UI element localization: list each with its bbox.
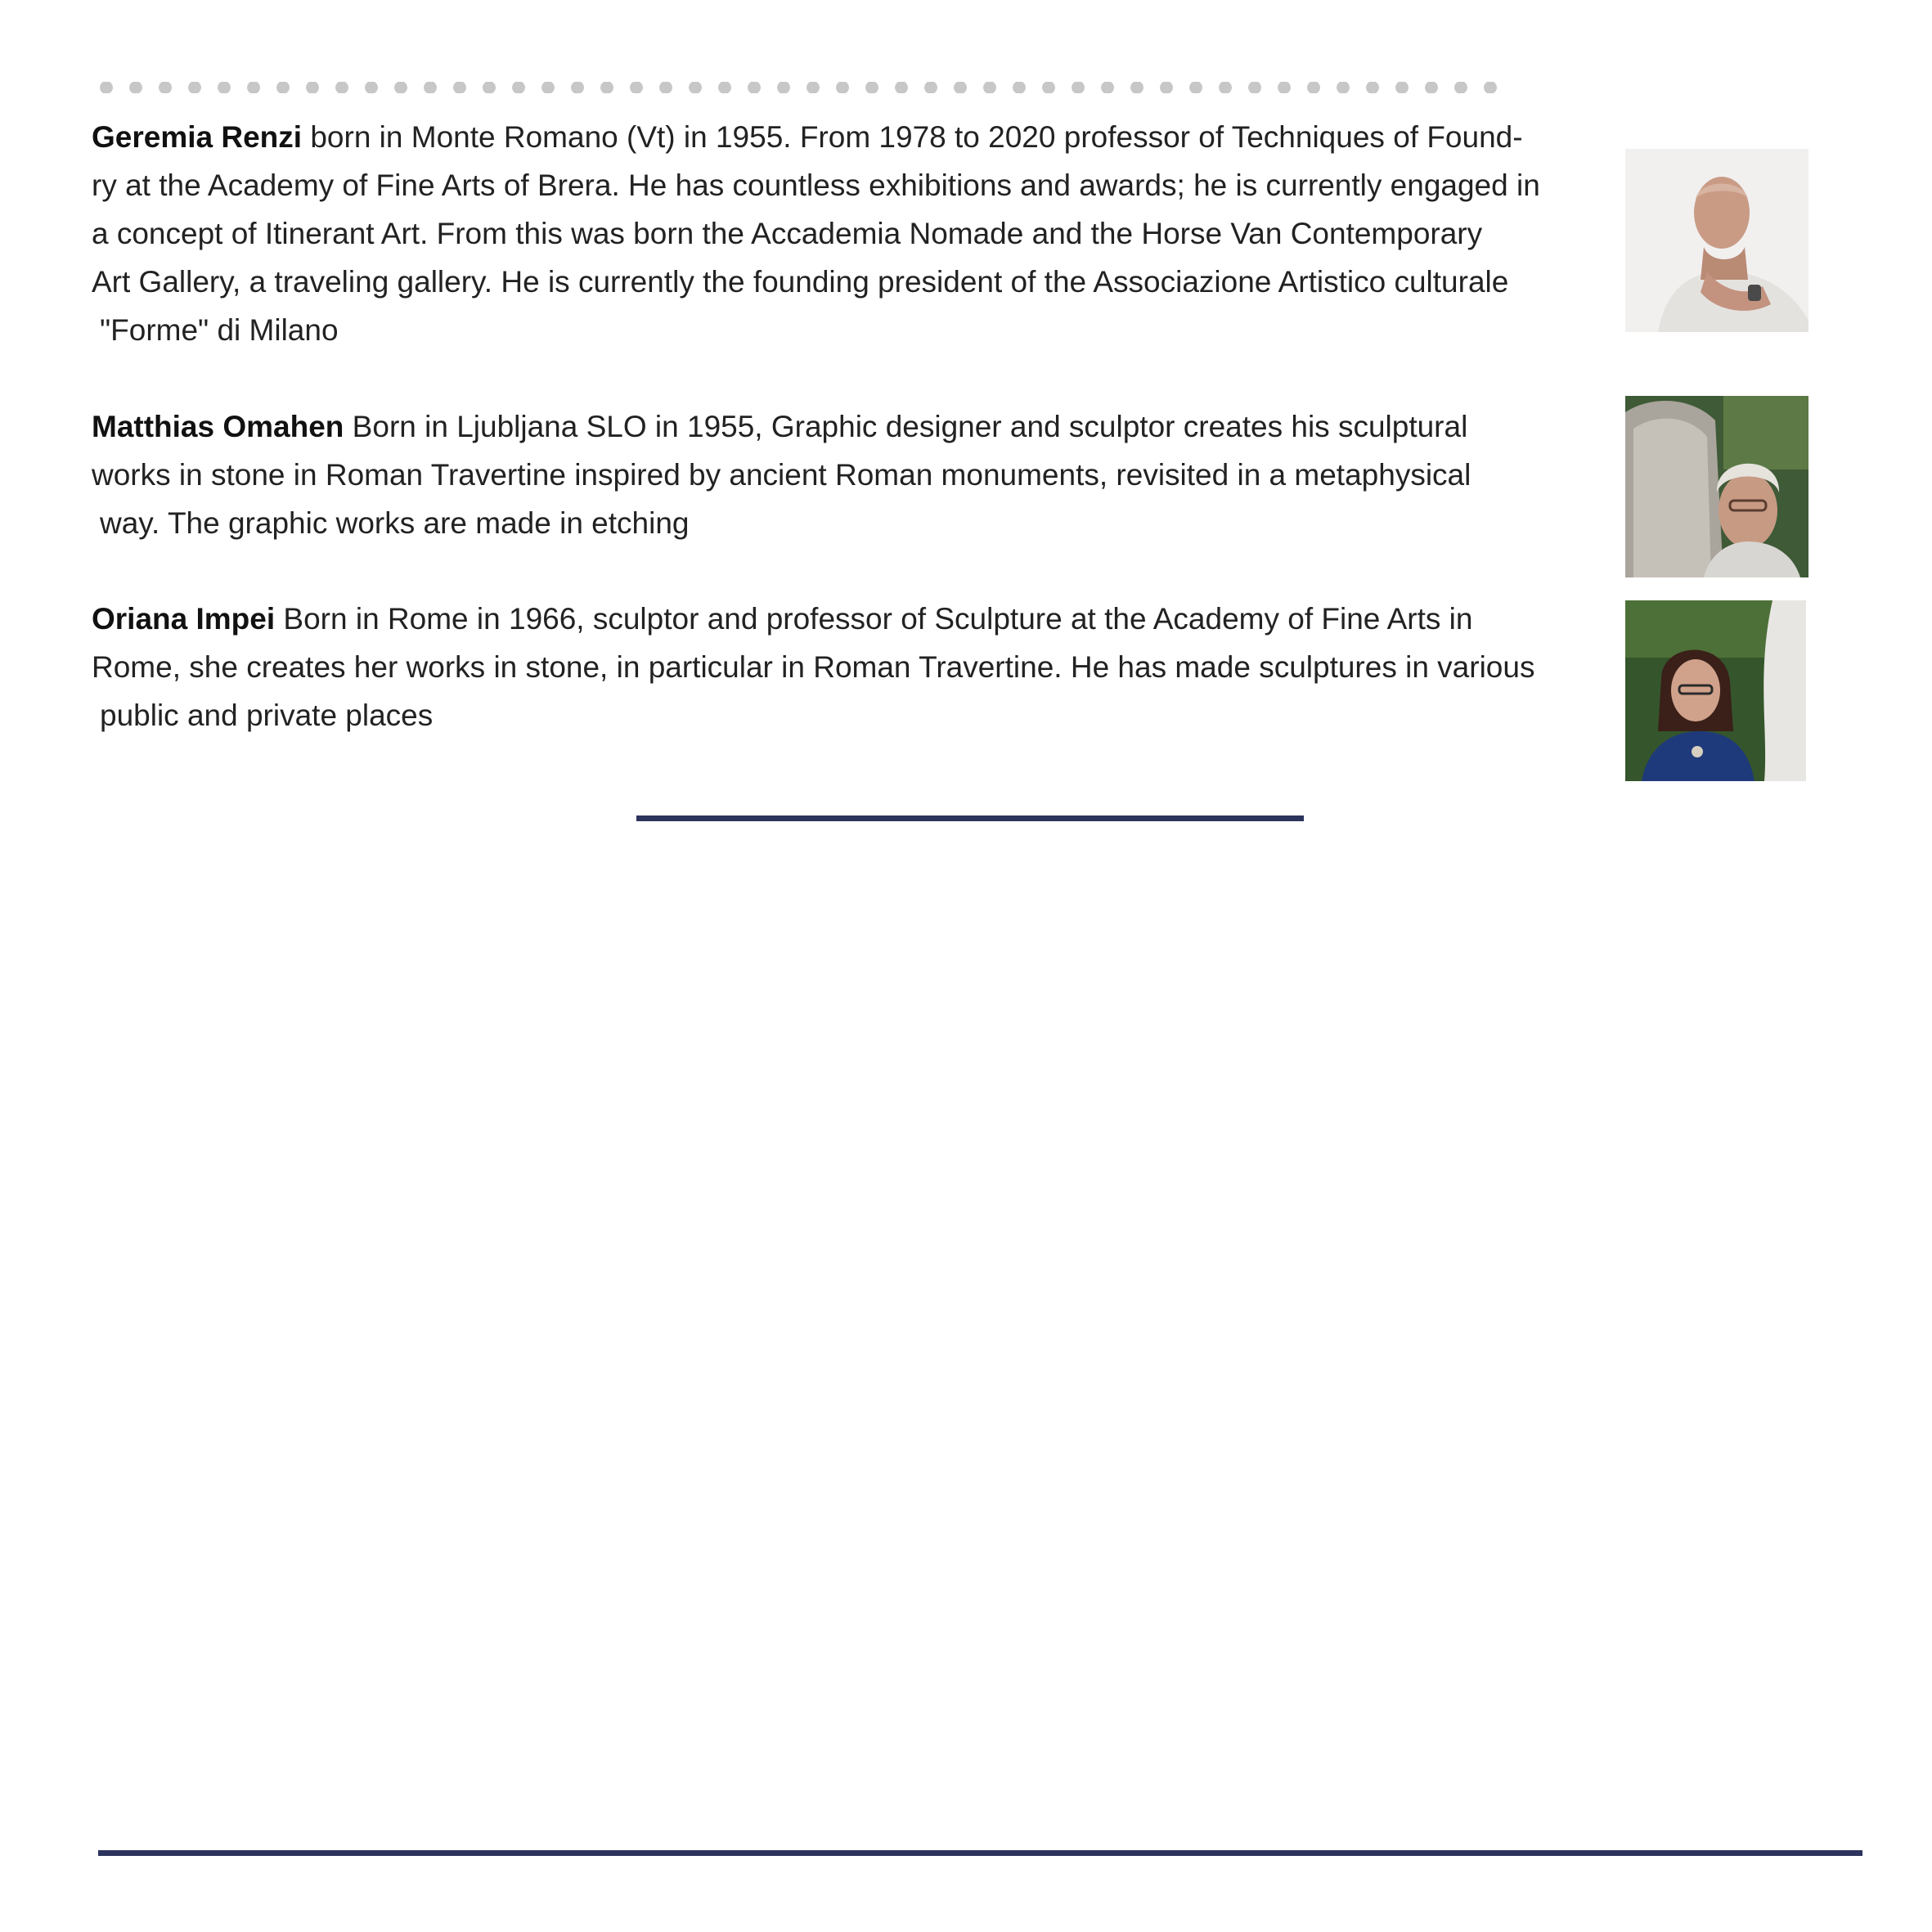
section-divider [636, 815, 1304, 821]
bio-geremia-renzi [92, 113, 1580, 354]
bio-line: a concept of Itinerant Art. From this was born the Accademia Nomade and the Horse Van Contemporary [92, 217, 1483, 250]
bio-line: Rome, she creates her works in stone, in particular in Roman Travertine. He has made sculptures in various [92, 650, 1535, 684]
bio-line: way. The graphic works are made in etching [100, 506, 690, 540]
bio-oriana-impei [92, 595, 1580, 739]
portrait-geremia-renzi [1625, 149, 1808, 332]
bio-line: ry at the Academy of Fine Arts of Brera. He has countless exhibitions and awards; he is currently engaged in [92, 168, 1540, 202]
bio-line: public and private places [100, 699, 434, 732]
bio-line: "Forme" di Milano [100, 313, 339, 347]
bio-line [92, 402, 1580, 451]
footer-rule [98, 1850, 1862, 1856]
artist-name: Matthias Omahen [92, 410, 344, 443]
bio-line: works in stone in Roman Travertine inspired by ancient Roman monuments, revisited in a metaphysical [92, 458, 1471, 492]
bio-text: Born in Rome in 1966, sculptor and professor of Sculpture at the Academy of Fine Arts in [275, 602, 1473, 636]
bio-line [92, 595, 1580, 643]
cropped-text-remnant [92, 82, 1498, 93]
bio-text: born in Monte Romano (Vt) in 1955. From 1978 to 2020 professor of Techniques of Found- [302, 120, 1523, 154]
artist-name: Geremia Renzi [92, 120, 303, 154]
bio-text: Born in Ljubljana SLO in 1955, Graphic designer and sculptor creates his sculptural [344, 410, 1468, 443]
bio-line [92, 113, 1580, 161]
artist-name: Oriana Impei [92, 602, 276, 636]
portrait-matthias-omahen [1625, 396, 1808, 577]
bio-line: Art Gallery, a traveling gallery. He is currently the founding president of the Associazione Artistico culturale [92, 265, 1509, 299]
portrait-oriana-impei [1625, 600, 1806, 781]
bio-matthias-omahen [92, 402, 1580, 547]
